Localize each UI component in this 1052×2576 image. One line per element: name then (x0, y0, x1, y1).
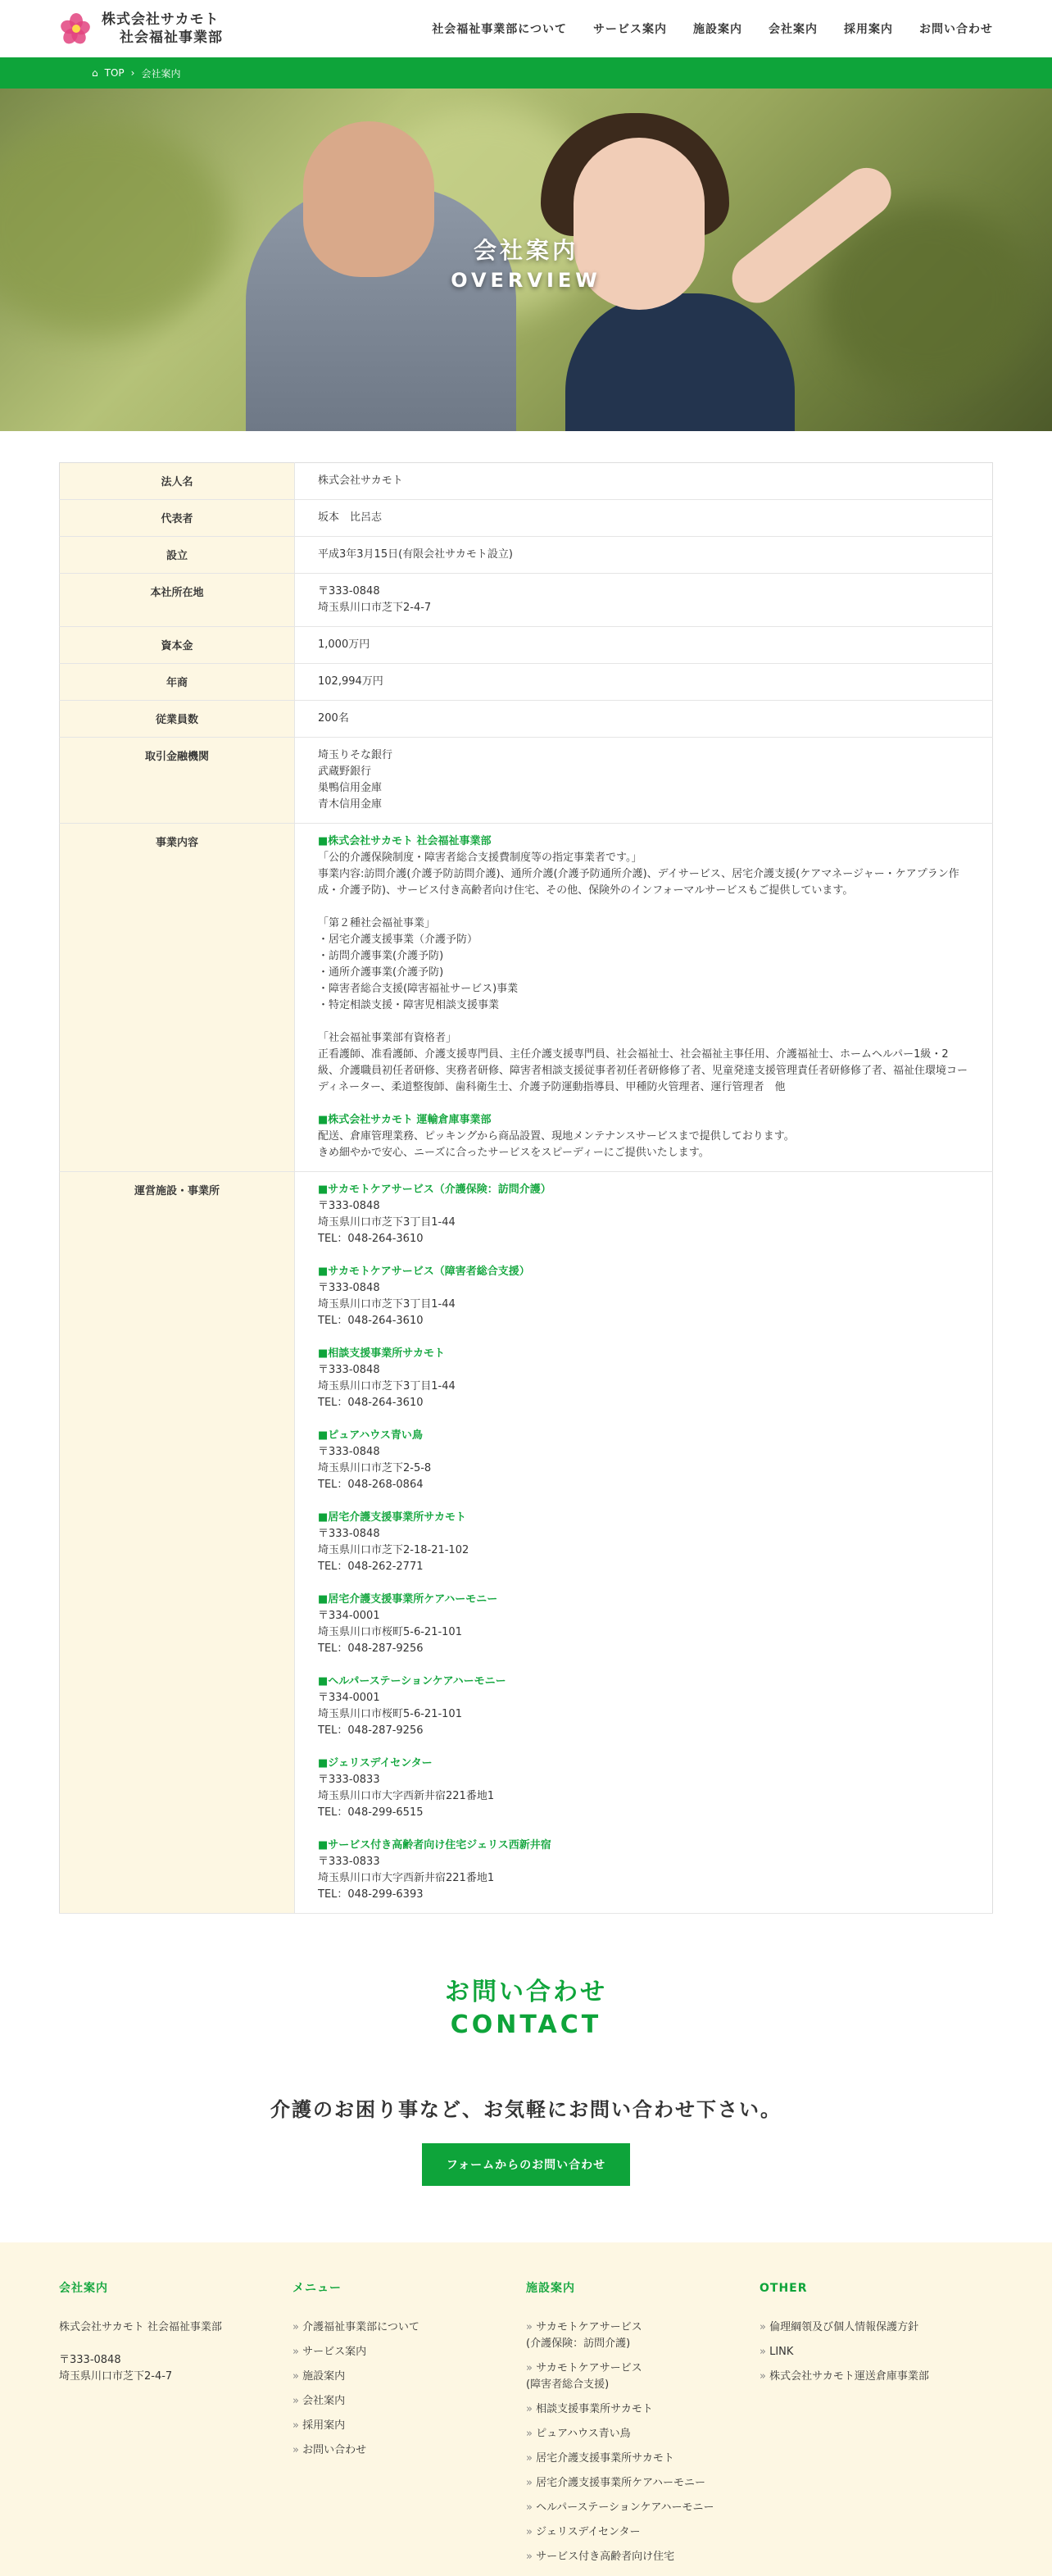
facility-addr: 埼玉県川口市桜町5-6-21-101 (318, 1626, 462, 1638)
table-row: 設立 平成3年3月15日(有限会社サカモト設立) (60, 537, 993, 574)
footer-other-link[interactable]: » 株式会社サカモト運送倉庫事業部 (760, 2369, 993, 2385)
footer-menu-link[interactable]: » 採用案内 (292, 2418, 526, 2434)
table-row: 資本金 1,000万円 (60, 627, 993, 664)
facility-name: ■ジェリスデイセンター (318, 1757, 433, 1770)
footer-menu-link[interactable]: » 介護福祉事業部について (292, 2319, 526, 2336)
hero-photo-caregiver (565, 293, 795, 431)
facility-zip: 〒333-0848 (318, 1364, 380, 1376)
facility-zip: 〒333-0848 (318, 1446, 380, 1458)
facility-addr: 埼玉県川口市大字西新井宿221番地1 (318, 1872, 495, 1884)
facility-addr: 埼玉県川口市芝下3丁目1-44 (318, 1298, 456, 1311)
page-title: 会社案内 (473, 237, 578, 264)
facility-name: ■居宅介護支援事業所ケアハーモニー (318, 1593, 498, 1606)
nav-recruit[interactable]: 採用案内 (844, 23, 893, 36)
footer-company: 会社案内 株式会社サカモト 社会福祉事業部 〒333-0848 埼玉県川口市芝下2-4-7 (59, 2282, 222, 2383)
facility-item (318, 1428, 969, 1493)
footer-facility-link[interactable]: » ヘルパーステーションケアハーモニー (526, 2500, 760, 2516)
site-logo[interactable] (59, 11, 223, 47)
facility-addr: 埼玉県川口市桜町5-6-21-101 (318, 1708, 462, 1720)
nav-services[interactable]: サービス案内 (593, 23, 667, 36)
footer-other-link[interactable]: » LINK (760, 2344, 993, 2360)
table-row: 従業員数 200名 (60, 701, 993, 738)
footer-other: OTHER » 倫理綱領及び個人情報保護方針 » LINK » 株式会社サカモト運送倉庫事業部 (760, 2280, 993, 2576)
footer-facility-link[interactable]: » 居宅介護支援事業所サカモト (526, 2451, 760, 2467)
table-row: 取引金融機関 埼玉りそな銀行 武蔵野銀行 巣鴨信用金庫 青木信用金庫 (60, 738, 993, 824)
facility-tel: TEL：048-299-6393 (318, 1888, 424, 1901)
hero-banner (0, 89, 1052, 431)
facility-addr: 埼玉県川口市芝下3丁目1-44 (318, 1216, 456, 1229)
facility-tel: TEL：048-264-3610 (318, 1315, 424, 1327)
contact-section (0, 1971, 1052, 2186)
facility-name: ■居宅介護支援事業所サカモト (318, 1511, 467, 1524)
facility-name: ■ピュアハウス青い鳥 (318, 1429, 423, 1442)
footer-menu-link[interactable]: » 会社案内 (292, 2393, 526, 2410)
facility-zip: 〒334-0001 (318, 1692, 380, 1704)
contact-title: お問い合わせ (445, 1978, 607, 2006)
table-row: 代表者 坂本 比呂志 (60, 500, 993, 537)
facility-name: ■サカモトケアサービス（障害者総合支援） (318, 1265, 530, 1278)
facility-tel: TEL：048-264-3610 (318, 1233, 424, 1245)
facility-tel: TEL：048-264-3610 (318, 1397, 424, 1409)
facility-zip: 〒333-0833 (318, 1856, 380, 1868)
site-header (0, 0, 1052, 57)
footer-facility-link[interactable]: » ピュアハウス青い鳥 (526, 2426, 760, 2442)
facility-list (295, 1172, 993, 1914)
footer-other-link[interactable]: » 倫理綱領及び個人情報保護方針 (760, 2319, 993, 2336)
facility-addr: 埼玉県川口市大字西新井宿221番地1 (318, 1790, 495, 1802)
facility-item (318, 1182, 969, 1247)
footer-facility-link[interactable]: » 居宅介護支援事業所ケアハーモニー (526, 2475, 760, 2492)
page-subtitle: OVERVIEW (451, 269, 601, 292)
footer-facility-link[interactable]: » サービス付き高齢者向け住宅 (526, 2549, 760, 2565)
breadcrumb (0, 57, 1052, 89)
footer-menu-link[interactable]: » お問い合わせ (292, 2442, 526, 2459)
home-icon: ⌂ (92, 67, 98, 79)
facility-name: ■ヘルパーステーションケアハーモニー (318, 1675, 506, 1688)
table-row: 年商 102,994万円 (60, 664, 993, 701)
facility-item (318, 1264, 969, 1329)
breadcrumb-home[interactable]: TOP (104, 67, 125, 79)
facility-zip: 〒334-0001 (318, 1610, 380, 1622)
facility-zip: 〒333-0833 (318, 1774, 380, 1786)
facility-name: ■サービス付き高齢者向け住宅ジェリス西新井宿 (318, 1839, 551, 1851)
facility-zip: 〒333-0848 (318, 1282, 380, 1294)
facility-zip: 〒333-0848 (318, 1200, 380, 1212)
footer-facility-link[interactable]: » 相談支援事業所サカモト (526, 2401, 760, 2418)
footer-facility-link[interactable]: » サカモトケアサービス (介護保険：訪問介護) (526, 2319, 760, 2352)
brand-line1: 株式会社サカモト (102, 11, 220, 28)
main-nav (432, 20, 993, 37)
facility-item (318, 1674, 969, 1739)
table-row: 本社所在地 〒333-0848 埼玉県川口市芝下2-4-7 (60, 574, 993, 627)
company-info-table (59, 462, 993, 1914)
facility-tel: TEL：048-262-2771 (318, 1561, 424, 1573)
facility-addr: 埼玉県川口市芝下2-18-21-102 (318, 1544, 469, 1556)
facility-tel: TEL：048-299-6515 (318, 1806, 424, 1819)
footer-facility-link[interactable]: » サカモトケアサービス (障害者総合支援) (526, 2360, 760, 2393)
nav-facilities[interactable]: 施設案内 (693, 23, 742, 36)
facility-tel: TEL：048-287-9256 (318, 1724, 424, 1737)
footer-facilities: 施設案内 » サカモトケアサービス (介護保険：訪問介護) » サカモトケアサービス (障害者総合支援) » 相談支援事業所サカモト » ピュアハウス青い鳥 » 居宅介護支援事業所サカモト » 居宅介護支援事業所ケアハーモニー » ヘルパーステーションケアハーモニー » ジェリスデイセンター » サービス付き高齢者向け住宅 (526, 2280, 760, 2576)
table-row: 運営施設・事業所 ■サカモトケアサービス（介護保険：訪問介護） 〒333-0848 埼玉県川口市芝下3丁目1-44 TEL：048-264-3610 ■サカモトケアサービス（障害者総合支援） 〒333-0848 埼玉県川口市芝下3丁目1-44 TEL：048-264-3610 ■相談支援事業所サカモト 〒333-0848 埼玉県川口市芝下3丁目1-44 TEL：048-264-3610 ■ピュアハウス青い鳥 〒333-0848 埼玉県川口市芝下2-5-8 TEL：048-268-0864 ■居宅介護支援事業所サカモト 〒333-0848 埼玉県川口市芝下2-18-21-102 TEL：048-262-2771 ■居宅介護支援事業所ケアハーモニー 〒334-0001 埼玉県川口市桜町5-6-21-101 TEL：048-287-9256 ■ヘルパーステーションケアハーモニー 〒334-0001 埼玉県川口市桜町5-6-21-101 TEL：048-287-9256 ■ジェリスデイセンター 〒333-0833 埼玉県川口市大字西新井宿221番地1 TEL：048-299-6515 ■サービス付き高齢者向け住宅ジェリス西新井宿 〒333-0833 埼玉県川口市大字西新井宿221番地1 TEL：048-299-6393 (60, 1172, 993, 1914)
contact-form-button[interactable]: フォームからのお問い合わせ (422, 2143, 630, 2186)
facility-zip: 〒333-0848 (318, 1528, 380, 1540)
facility-item (318, 1838, 969, 1903)
table-row: 事業内容 ■株式会社サカモト 社会福祉事業部 「公的介護保険制度・障害者総合支援費制度等の指定事業者です。」 事業内容:訪問介護(介護予防訪問介護)、通所介護(介護予防通所介護)、デイサービス、居宅介護支援(ケアマネージャー・ケアプラン作成・介護予防)、サービス付き高齢者向け住宅、その他、保険外のインフォーマルサービスもご提供しています。 「第２種社会福祉事業」 ・居宅介護支援事業（介護予防） ・訪問介護事業(介護予防) ・通所介護事業(介護予防) ・障害者総合支援(障害福祉サービス)事業 ・特定相談支援・障害児相談支援事業 「社会福祉事業部有資格者」 正看護師、准看護師、介護支援専門員、主任介護支援専門員、社会福祉士、社会福祉主事任用、介護福祉士、ホームヘルパー1級・2級、介護職員初任者研修、実務者研修、障害者相談支援従事者初任者研修修了者、児童発達支援管理責任者研修修了者、福祉住環境コーディネーター、柔道整復師、歯科衛生士、介護予防運動指導員、甲種防火管理者、運行管理者 他 ■株式会社サカモト 運輸倉庫事業部 配送、倉庫管理業務、ピッキングから商品設置、現地メンテナンスサービスまで提供しております。 きめ細やかで安心、ニーズに合ったサービスをスピーディーにご提供いたします。 (60, 824, 993, 1172)
facility-addr: 埼玉県川口市芝下2-5-8 (318, 1462, 432, 1474)
footer-menu: メニュー » 介護福祉事業部について » サービス案内 » 施設案内 » 会社案内 » 採用案内 » お問い合わせ (292, 2280, 526, 2576)
contact-message: 介護のお困り事など、お気軽にお問い合わせ下さい。 (270, 2098, 782, 2121)
brand-line2: 社会福祉事業部 (120, 30, 223, 46)
site-footer (0, 2242, 1052, 2576)
flower-logo-icon (59, 11, 93, 46)
facility-addr: 埼玉県川口市芝下3丁目1-44 (318, 1380, 456, 1392)
facility-item (318, 1756, 969, 1821)
breadcrumb-current: 会社案内 (141, 67, 181, 80)
facility-item (318, 1510, 969, 1575)
facility-item (318, 1346, 969, 1411)
facility-name: ■サカモトケアサービス（介護保険：訪問介護） (318, 1184, 551, 1196)
facility-tel: TEL：048-287-9256 (318, 1642, 424, 1655)
footer-menu-link[interactable]: » 施設案内 (292, 2369, 526, 2385)
footer-facility-link[interactable]: » ジェリスデイセンター (526, 2524, 760, 2541)
facility-tel: TEL：048-268-0864 (318, 1479, 424, 1491)
nav-company[interactable]: 会社案内 (769, 23, 818, 36)
facility-item (318, 1592, 969, 1657)
breadcrumb-separator: › (130, 67, 135, 79)
nav-about[interactable]: 社会福祉事業部について (432, 23, 567, 36)
footer-menu-link[interactable]: » サービス案内 (292, 2344, 526, 2360)
contact-subtitle: CONTACT (450, 2010, 602, 2039)
table-row: 法人名 株式会社サカモト (60, 463, 993, 500)
facility-name: ■相談支援事業所サカモト (318, 1347, 446, 1360)
nav-contact[interactable]: お問い合わせ (919, 23, 993, 36)
